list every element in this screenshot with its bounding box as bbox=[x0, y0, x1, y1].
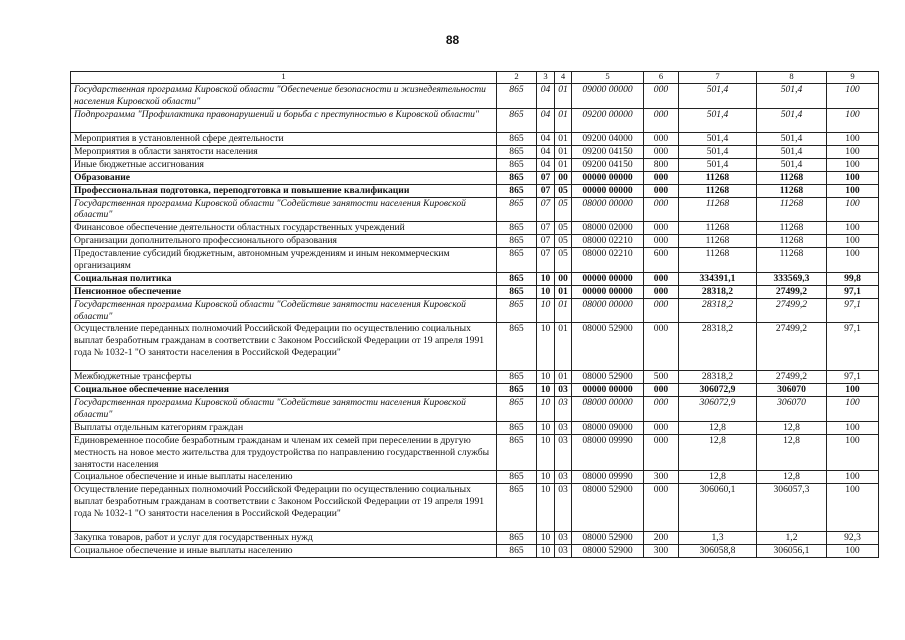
budget-table bbox=[70, 71, 879, 558]
section-cell: 10 bbox=[537, 545, 555, 558]
execution-percent-cell: 97,1 bbox=[827, 298, 879, 323]
subsection-cell: 00 bbox=[555, 272, 572, 285]
header-cell: 4 bbox=[555, 72, 572, 84]
admin-code-cell: 865 bbox=[497, 532, 537, 545]
executed-amount-cell: 306057,3 bbox=[757, 484, 827, 532]
expense-type-cell: 000 bbox=[644, 384, 679, 397]
table-row bbox=[71, 171, 879, 184]
admin-code-cell: 865 bbox=[497, 222, 537, 235]
executed-amount-cell: 27499,2 bbox=[757, 285, 827, 298]
planned-amount-cell: 28318,2 bbox=[679, 285, 757, 298]
admin-code-cell: 865 bbox=[497, 421, 537, 434]
header-cell: 3 bbox=[537, 72, 555, 84]
row-name-cell: Государственная программа Кировской области "Обеспечение безопасности и жизнедеятельности населения Кировской области" bbox=[71, 84, 497, 109]
executed-amount-cell: 306070 bbox=[757, 397, 827, 422]
subsection-cell: 03 bbox=[555, 532, 572, 545]
expense-type-cell: 000 bbox=[644, 285, 679, 298]
row-name-cell: Социальное обеспечение и иные выплаты населению bbox=[71, 471, 497, 484]
table-row bbox=[71, 248, 879, 273]
subsection-cell: 03 bbox=[555, 484, 572, 532]
executed-amount-cell: 11268 bbox=[757, 235, 827, 248]
execution-percent-cell: 100 bbox=[827, 421, 879, 434]
admin-code-cell: 865 bbox=[497, 384, 537, 397]
target-article-cell: 08000 52900 bbox=[572, 532, 644, 545]
expense-type-cell: 000 bbox=[644, 272, 679, 285]
expense-type-cell: 000 bbox=[644, 298, 679, 323]
expense-type-cell: 000 bbox=[644, 323, 679, 371]
table-row bbox=[71, 298, 879, 323]
planned-amount-cell: 28318,2 bbox=[679, 371, 757, 384]
table-row bbox=[71, 397, 879, 422]
header-cell: 6 bbox=[644, 72, 679, 84]
expense-type-cell: 000 bbox=[644, 171, 679, 184]
subsection-cell: 03 bbox=[555, 471, 572, 484]
target-article-cell: 08000 52900 bbox=[572, 323, 644, 371]
header-cell: 9 bbox=[827, 72, 879, 84]
executed-amount-cell: 11268 bbox=[757, 197, 827, 222]
execution-percent-cell: 100 bbox=[827, 471, 879, 484]
row-name-cell: Профессиональная подготовка, переподготовка и повышение квалификации bbox=[71, 184, 497, 197]
planned-amount-cell: 11268 bbox=[679, 248, 757, 273]
table-row bbox=[71, 384, 879, 397]
row-name-cell: Социальное обеспечение населения bbox=[71, 384, 497, 397]
section-cell: 10 bbox=[537, 323, 555, 371]
table-row bbox=[71, 235, 879, 248]
admin-code-cell: 865 bbox=[497, 323, 537, 371]
subsection-cell: 01 bbox=[555, 298, 572, 323]
section-cell: 10 bbox=[537, 272, 555, 285]
planned-amount-cell: 28318,2 bbox=[679, 298, 757, 323]
subsection-cell: 01 bbox=[555, 371, 572, 384]
table-body bbox=[71, 72, 879, 558]
admin-code-cell: 865 bbox=[497, 235, 537, 248]
planned-amount-cell: 501,4 bbox=[679, 132, 757, 145]
target-article-cell: 00000 00000 bbox=[572, 171, 644, 184]
subsection-cell: 00 bbox=[555, 171, 572, 184]
target-article-cell: 08000 52900 bbox=[572, 484, 644, 532]
planned-amount-cell: 306072,9 bbox=[679, 397, 757, 422]
planned-amount-cell: 334391,1 bbox=[679, 272, 757, 285]
expense-type-cell: 800 bbox=[644, 158, 679, 171]
execution-percent-cell: 100 bbox=[827, 171, 879, 184]
table-row bbox=[71, 285, 879, 298]
admin-code-cell: 865 bbox=[497, 184, 537, 197]
execution-percent-cell: 100 bbox=[827, 84, 879, 109]
page-number: 88 bbox=[445, 33, 460, 47]
subsection-cell: 01 bbox=[555, 132, 572, 145]
expense-type-cell: 000 bbox=[644, 434, 679, 470]
table-row bbox=[71, 158, 879, 171]
subsection-cell: 03 bbox=[555, 421, 572, 434]
subsection-cell: 03 bbox=[555, 434, 572, 470]
admin-code-cell: 865 bbox=[497, 272, 537, 285]
target-article-cell: 00000 00000 bbox=[572, 272, 644, 285]
execution-percent-cell: 97,1 bbox=[827, 371, 879, 384]
section-cell: 04 bbox=[537, 84, 555, 109]
executed-amount-cell: 27499,2 bbox=[757, 323, 827, 371]
planned-amount-cell: 501,4 bbox=[679, 84, 757, 109]
expense-type-cell: 000 bbox=[644, 145, 679, 158]
section-cell: 04 bbox=[537, 108, 555, 132]
subsection-cell: 05 bbox=[555, 248, 572, 273]
row-name-cell: Выплаты отдельным категориям граждан bbox=[71, 421, 497, 434]
row-name-cell: Финансовое обеспечение деятельности областных государственных учреждений bbox=[71, 222, 497, 235]
execution-percent-cell: 100 bbox=[827, 484, 879, 532]
subsection-cell: 01 bbox=[555, 84, 572, 109]
row-name-cell: Социальное обеспечение и иные выплаты населению bbox=[71, 545, 497, 558]
planned-amount-cell: 501,4 bbox=[679, 108, 757, 132]
admin-code-cell: 865 bbox=[497, 484, 537, 532]
table-row bbox=[71, 545, 879, 558]
executed-amount-cell: 11268 bbox=[757, 248, 827, 273]
execution-percent-cell: 100 bbox=[827, 397, 879, 422]
header-cell: 2 bbox=[497, 72, 537, 84]
executed-amount-cell: 11268 bbox=[757, 184, 827, 197]
execution-percent-cell: 100 bbox=[827, 132, 879, 145]
executed-amount-cell: 501,4 bbox=[757, 132, 827, 145]
section-cell: 10 bbox=[537, 471, 555, 484]
table-row bbox=[71, 272, 879, 285]
planned-amount-cell: 306060,1 bbox=[679, 484, 757, 532]
expense-type-cell: 000 bbox=[644, 197, 679, 222]
execution-percent-cell: 100 bbox=[827, 235, 879, 248]
section-cell: 07 bbox=[537, 197, 555, 222]
executed-amount-cell: 1,2 bbox=[757, 532, 827, 545]
expense-type-cell: 000 bbox=[644, 235, 679, 248]
header-cell: 8 bbox=[757, 72, 827, 84]
target-article-cell: 08000 02000 bbox=[572, 222, 644, 235]
executed-amount-cell: 12,8 bbox=[757, 421, 827, 434]
admin-code-cell: 865 bbox=[497, 145, 537, 158]
executed-amount-cell: 306056,1 bbox=[757, 545, 827, 558]
target-article-cell: 08000 02210 bbox=[572, 235, 644, 248]
execution-percent-cell: 100 bbox=[827, 222, 879, 235]
target-article-cell: 08000 09000 bbox=[572, 421, 644, 434]
planned-amount-cell: 12,8 bbox=[679, 471, 757, 484]
executed-amount-cell: 306070 bbox=[757, 384, 827, 397]
section-cell: 07 bbox=[537, 235, 555, 248]
admin-code-cell: 865 bbox=[497, 471, 537, 484]
row-name-cell: Образование bbox=[71, 171, 497, 184]
row-name-cell: Межбюджетные трансферты bbox=[71, 371, 497, 384]
execution-percent-cell: 100 bbox=[827, 158, 879, 171]
table-row bbox=[71, 197, 879, 222]
execution-percent-cell: 100 bbox=[827, 197, 879, 222]
target-article-cell: 08000 02210 bbox=[572, 248, 644, 273]
section-cell: 04 bbox=[537, 145, 555, 158]
section-cell: 10 bbox=[537, 532, 555, 545]
executed-amount-cell: 501,4 bbox=[757, 108, 827, 132]
expense-type-cell: 000 bbox=[644, 421, 679, 434]
table-row bbox=[71, 471, 879, 484]
row-name-cell: Осуществление переданных полномочий Российской Федерации по осуществлению социальных выплат безработным гражданам в соответствии с Законом Российской Федерации от 19 апреля 1991 года № 1032-1 "О занятости населения в Российской Федерации" bbox=[71, 484, 497, 532]
row-name-cell: Пенсионное обеспечение bbox=[71, 285, 497, 298]
planned-amount-cell: 11268 bbox=[679, 222, 757, 235]
section-cell: 10 bbox=[537, 285, 555, 298]
row-name-cell: Мероприятия в установленной сфере деятельности bbox=[71, 132, 497, 145]
section-cell: 10 bbox=[537, 384, 555, 397]
planned-amount-cell: 306058,8 bbox=[679, 545, 757, 558]
planned-amount-cell: 501,4 bbox=[679, 145, 757, 158]
table-row bbox=[71, 371, 879, 384]
table-row bbox=[71, 421, 879, 434]
subsection-cell: 01 bbox=[555, 323, 572, 371]
row-name-cell: Единовременное пособие безработным гражданам и членам их семей при переселении в другую местность на новое место жительства для трудоустройства по направлению государственной службы занятости населения bbox=[71, 434, 497, 470]
planned-amount-cell: 11268 bbox=[679, 171, 757, 184]
admin-code-cell: 865 bbox=[497, 545, 537, 558]
executed-amount-cell: 12,8 bbox=[757, 434, 827, 470]
section-cell: 10 bbox=[537, 434, 555, 470]
row-name-cell: Государственная программа Кировской области "Содействие занятости населения Кировской области" bbox=[71, 197, 497, 222]
header-cell: 7 bbox=[679, 72, 757, 84]
subsection-cell: 01 bbox=[555, 108, 572, 132]
row-name-cell: Мероприятия в области занятости населения bbox=[71, 145, 497, 158]
row-name-cell: Государственная программа Кировской области "Содействие занятости населения Кировской области" bbox=[71, 397, 497, 422]
row-name-cell: Организации дополнительного профессионального образования bbox=[71, 235, 497, 248]
table-header-row bbox=[71, 72, 879, 84]
section-cell: 07 bbox=[537, 171, 555, 184]
expense-type-cell: 200 bbox=[644, 532, 679, 545]
target-article-cell: 08000 52900 bbox=[572, 371, 644, 384]
execution-percent-cell: 100 bbox=[827, 145, 879, 158]
execution-percent-cell: 92,3 bbox=[827, 532, 879, 545]
expense-type-cell: 000 bbox=[644, 184, 679, 197]
executed-amount-cell: 333569,3 bbox=[757, 272, 827, 285]
section-cell: 10 bbox=[537, 421, 555, 434]
admin-code-cell: 865 bbox=[497, 171, 537, 184]
row-name-cell: Государственная программа Кировской области "Содействие занятости населения Кировской области" bbox=[71, 298, 497, 323]
target-article-cell: 00000 00000 bbox=[572, 384, 644, 397]
admin-code-cell: 865 bbox=[497, 84, 537, 109]
subsection-cell: 03 bbox=[555, 384, 572, 397]
executed-amount-cell: 501,4 bbox=[757, 145, 827, 158]
planned-amount-cell: 28318,2 bbox=[679, 323, 757, 371]
table-row bbox=[71, 184, 879, 197]
section-cell: 04 bbox=[537, 132, 555, 145]
header-cell: 5 bbox=[572, 72, 644, 84]
table-row bbox=[71, 108, 879, 132]
table-row bbox=[71, 132, 879, 145]
section-cell: 10 bbox=[537, 371, 555, 384]
executed-amount-cell: 27499,2 bbox=[757, 371, 827, 384]
target-article-cell: 09000 00000 bbox=[572, 84, 644, 109]
execution-percent-cell: 100 bbox=[827, 545, 879, 558]
subsection-cell: 01 bbox=[555, 158, 572, 171]
admin-code-cell: 865 bbox=[497, 371, 537, 384]
target-article-cell: 08000 00000 bbox=[572, 397, 644, 422]
table-row bbox=[71, 484, 879, 532]
subsection-cell: 05 bbox=[555, 197, 572, 222]
execution-percent-cell: 97,1 bbox=[827, 285, 879, 298]
target-article-cell: 09200 04150 bbox=[572, 158, 644, 171]
admin-code-cell: 865 bbox=[497, 397, 537, 422]
admin-code-cell: 865 bbox=[497, 285, 537, 298]
table-row bbox=[71, 323, 879, 371]
planned-amount-cell: 12,8 bbox=[679, 434, 757, 470]
admin-code-cell: 865 bbox=[497, 298, 537, 323]
expense-type-cell: 500 bbox=[644, 371, 679, 384]
execution-percent-cell: 100 bbox=[827, 108, 879, 132]
subsection-cell: 01 bbox=[555, 145, 572, 158]
row-name-cell: Иные бюджетные ассигнования bbox=[71, 158, 497, 171]
planned-amount-cell: 11268 bbox=[679, 235, 757, 248]
planned-amount-cell: 12,8 bbox=[679, 421, 757, 434]
section-cell: 10 bbox=[537, 298, 555, 323]
execution-percent-cell: 100 bbox=[827, 434, 879, 470]
row-name-cell: Закупка товаров, работ и услуг для государственных нужд bbox=[71, 532, 497, 545]
admin-code-cell: 865 bbox=[497, 197, 537, 222]
expense-type-cell: 000 bbox=[644, 397, 679, 422]
target-article-cell: 08000 00000 bbox=[572, 298, 644, 323]
planned-amount-cell: 1,3 bbox=[679, 532, 757, 545]
executed-amount-cell: 11268 bbox=[757, 222, 827, 235]
expense-type-cell: 300 bbox=[644, 545, 679, 558]
expense-type-cell: 000 bbox=[644, 222, 679, 235]
executed-amount-cell: 501,4 bbox=[757, 158, 827, 171]
executed-amount-cell: 501,4 bbox=[757, 84, 827, 109]
target-article-cell: 08000 09990 bbox=[572, 471, 644, 484]
subsection-cell: 01 bbox=[555, 285, 572, 298]
execution-percent-cell: 97,1 bbox=[827, 323, 879, 371]
table-row bbox=[71, 222, 879, 235]
expense-type-cell: 600 bbox=[644, 248, 679, 273]
table-row bbox=[71, 434, 879, 470]
executed-amount-cell: 12,8 bbox=[757, 471, 827, 484]
row-name-cell: Предоставление субсидий бюджетным, автономным учреждениям и иным некоммерческим организациям bbox=[71, 248, 497, 273]
executed-amount-cell: 27499,2 bbox=[757, 298, 827, 323]
section-cell: 07 bbox=[537, 222, 555, 235]
section-cell: 07 bbox=[537, 184, 555, 197]
subsection-cell: 03 bbox=[555, 545, 572, 558]
planned-amount-cell: 11268 bbox=[679, 184, 757, 197]
target-article-cell: 00000 00000 bbox=[572, 285, 644, 298]
header-cell: 1 bbox=[71, 72, 497, 84]
section-cell: 07 bbox=[537, 248, 555, 273]
target-article-cell: 09200 00000 bbox=[572, 108, 644, 132]
target-article-cell: 08000 52900 bbox=[572, 545, 644, 558]
subsection-cell: 05 bbox=[555, 184, 572, 197]
row-name-cell: Социальная политика bbox=[71, 272, 497, 285]
target-article-cell: 00000 00000 bbox=[572, 184, 644, 197]
target-article-cell: 09200 04150 bbox=[572, 145, 644, 158]
expense-type-cell: 000 bbox=[644, 484, 679, 532]
planned-amount-cell: 501,4 bbox=[679, 158, 757, 171]
section-cell: 10 bbox=[537, 484, 555, 532]
admin-code-cell: 865 bbox=[497, 434, 537, 470]
admin-code-cell: 865 bbox=[497, 108, 537, 132]
subsection-cell: 03 bbox=[555, 397, 572, 422]
table-row bbox=[71, 84, 879, 109]
expense-type-cell: 000 bbox=[644, 84, 679, 109]
row-name-cell: Подпрограмма "Профилактика правонарушений и борьба с преступностью в Кировской области" bbox=[71, 108, 497, 132]
execution-percent-cell: 100 bbox=[827, 384, 879, 397]
execution-percent-cell: 100 bbox=[827, 248, 879, 273]
expense-type-cell: 000 bbox=[644, 108, 679, 132]
target-article-cell: 08000 09990 bbox=[572, 434, 644, 470]
planned-amount-cell: 11268 bbox=[679, 197, 757, 222]
table-row bbox=[71, 145, 879, 158]
table-row bbox=[71, 532, 879, 545]
target-article-cell: 08000 00000 bbox=[572, 197, 644, 222]
section-cell: 04 bbox=[537, 158, 555, 171]
target-article-cell: 09200 04000 bbox=[572, 132, 644, 145]
expense-type-cell: 300 bbox=[644, 471, 679, 484]
row-name-cell: Осуществление переданных полномочий Российской Федерации по осуществлению социальных выплат безработным гражданам в соответствии с Законом Российской Федерации от 19 апреля 1991 года № 1032-1 "О занятости населения в Российской Федерации" bbox=[71, 323, 497, 371]
admin-code-cell: 865 bbox=[497, 248, 537, 273]
admin-code-cell: 865 bbox=[497, 158, 537, 171]
subsection-cell: 05 bbox=[555, 222, 572, 235]
execution-percent-cell: 99,8 bbox=[827, 272, 879, 285]
execution-percent-cell: 100 bbox=[827, 184, 879, 197]
expense-type-cell: 000 bbox=[644, 132, 679, 145]
admin-code-cell: 865 bbox=[497, 132, 537, 145]
executed-amount-cell: 11268 bbox=[757, 171, 827, 184]
planned-amount-cell: 306072,9 bbox=[679, 384, 757, 397]
section-cell: 10 bbox=[537, 397, 555, 422]
subsection-cell: 05 bbox=[555, 235, 572, 248]
